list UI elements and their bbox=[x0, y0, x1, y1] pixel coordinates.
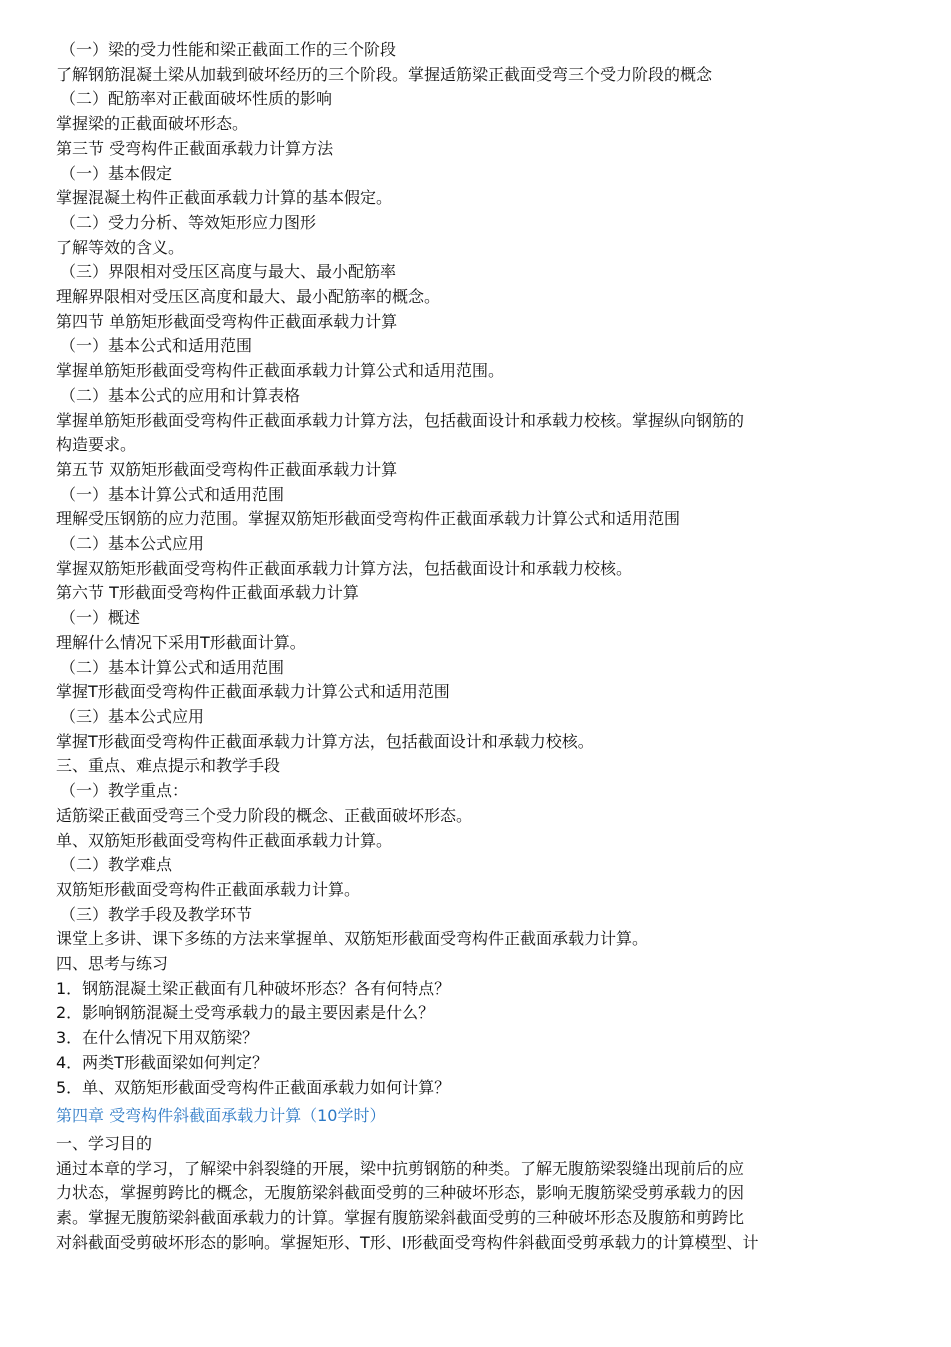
text-line: 理解受压钢筋的应力范围。掌握双筋矩形截面受弯构件正截面承载力计算公式和适用范围 bbox=[56, 509, 681, 529]
text-line: 掌握单筋矩形截面受弯构件正截面承载力计算公式和适用范围。 bbox=[56, 361, 505, 381]
text-line: 理解界限相对受压区高度和最大、最小配筋率的概念。 bbox=[56, 287, 441, 307]
section-heading: 第五节 双筋矩形截面受弯构件正截面承载力计算 bbox=[56, 459, 398, 479]
text-line: 适筋梁正截面受弯三个受力阶段的概念、正截面破坏形态。 bbox=[56, 805, 473, 825]
text-line: 掌握T形截面受弯构件正截面承载力计算方法，包括截面设计和承载力校核。 bbox=[56, 731, 594, 751]
chapter-title: 第四章 受弯构件斜截面承载力计算（10学时） bbox=[56, 1106, 386, 1126]
text-line: 单、双筋矩形截面受弯构件正截面承载力计算。 bbox=[56, 830, 393, 850]
text-line: （一）基本假定 bbox=[60, 163, 173, 183]
text-line: （一）基本计算公式和适用范围 bbox=[60, 484, 285, 504]
text-line: 理解什么情况下采用T形截面计算。 bbox=[56, 632, 306, 652]
text-line: （三）教学手段及教学环节 bbox=[60, 904, 253, 924]
section-heading: 第三节 受弯构件正截面承载力计算方法 bbox=[56, 138, 334, 158]
exercise-item: 1．钢筋混凝土梁正截面有几种破坏形态？各有何特点？ bbox=[56, 978, 451, 998]
text-line: 对斜截面受剪破坏形态的影响。掌握矩形、T形、I形截面受弯构件斜截面受剪承载力的计算模型、计 bbox=[56, 1232, 759, 1252]
text-line: 双筋矩形截面受弯构件正截面承载力计算。 bbox=[56, 879, 361, 899]
text-line: 构造要求。 bbox=[56, 435, 137, 455]
section-heading: 第四节 单筋矩形截面受弯构件正截面承载力计算 bbox=[56, 311, 398, 331]
text-line: 了解钢筋混凝土梁从加载到破坏经历的三个阶段。掌握适筋梁正截面受弯三个受力阶段的概念 bbox=[56, 64, 713, 84]
text-line: 力状态，掌握剪跨比的概念，无腹筋梁斜截面受剪的三种破坏形态，影响无腹筋梁受剪承载力的因 bbox=[56, 1183, 745, 1203]
text-line: （一）梁的受力性能和梁正截面工作的三个阶段 bbox=[60, 40, 397, 59]
text-line: 掌握梁的正截面破坏形态。 bbox=[56, 114, 249, 134]
text-line: 通过本章的学习，了解梁中斜裂缝的开展，梁中抗剪钢筋的种类。了解无腹筋梁裂缝出现前后的应 bbox=[56, 1158, 745, 1178]
text-line: （二）基本公式的应用和计算表格 bbox=[60, 385, 301, 405]
text-line: 掌握T形截面受弯构件正截面承载力计算公式和适用范围 bbox=[56, 682, 450, 702]
text-line: （一）基本公式和适用范围 bbox=[60, 336, 253, 356]
text-line: 了解等效的含义。 bbox=[56, 237, 185, 257]
text-line: （二）教学难点 bbox=[60, 855, 173, 875]
text-line: （二）受力分析、等效矩形应力图形 bbox=[60, 212, 317, 232]
text-line: 掌握双筋矩形截面受弯构件正截面承载力计算方法，包括截面设计和承载力校核。 bbox=[56, 558, 633, 578]
text-line: （三）界限相对受压区高度与最大、最小配筋率 bbox=[60, 262, 397, 282]
document-page bbox=[56, 38, 916, 1255]
text-line: （二）配筋率对正截面破坏性质的影响 bbox=[60, 89, 333, 109]
text-line: （一）概述 bbox=[60, 608, 141, 628]
text-line: （三）基本公式应用 bbox=[60, 706, 205, 726]
text-line: 掌握单筋矩形截面受弯构件正截面承载力计算方法，包括截面设计和承载力校核。掌握纵向钢筋的 bbox=[56, 410, 745, 430]
exercise-item: 2．影响钢筋混凝土受弯承载力的最主要因素是什么？ bbox=[56, 1003, 435, 1023]
exercise-item: 3．在什么情况下用双筋梁？ bbox=[56, 1028, 259, 1048]
section-heading: 三、重点、难点提示和教学手段 bbox=[56, 756, 281, 776]
text-line: 课堂上多讲、课下多练的方法来掌握单、双筋矩形截面受弯构件正截面承载力计算。 bbox=[56, 929, 649, 949]
section-heading: 四、思考与练习 bbox=[56, 954, 169, 974]
section-heading: 一、学习目的 bbox=[56, 1133, 153, 1153]
text-line: 掌握混凝土构件正截面承载力计算的基本假定。 bbox=[56, 188, 393, 208]
exercise-item: 5．单、双筋矩形截面受弯构件正截面承载力如何计算？ bbox=[56, 1077, 451, 1097]
text-line: （二）基本计算公式和适用范围 bbox=[60, 657, 285, 677]
text-line: （一）教学重点： bbox=[60, 781, 189, 801]
section-heading: 第六节 T形截面受弯构件正截面承载力计算 bbox=[56, 583, 359, 603]
text-line: 素。掌握无腹筋梁斜截面承载力的计算。掌握有腹筋梁斜截面受剪的三种破坏形态及腹筋和剪跨比 bbox=[56, 1208, 745, 1228]
text-line: （二）基本公式应用 bbox=[60, 534, 205, 554]
exercise-item: 4．两类T形截面梁如何判定？ bbox=[56, 1052, 268, 1072]
